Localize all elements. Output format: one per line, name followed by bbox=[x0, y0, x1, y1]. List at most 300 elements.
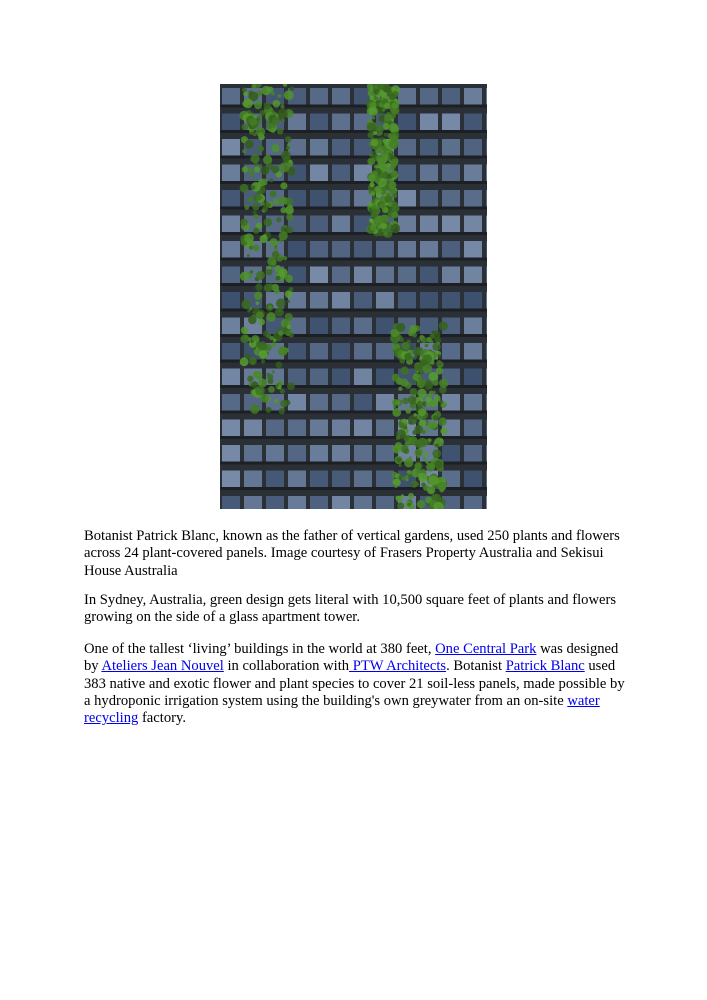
window-pane bbox=[310, 267, 328, 284]
plant-foliage bbox=[274, 247, 278, 251]
plant-foliage bbox=[423, 354, 432, 363]
window-pane bbox=[222, 496, 240, 509]
plant-foliage bbox=[414, 425, 423, 434]
plant-foliage bbox=[286, 213, 293, 220]
plant-foliage bbox=[413, 413, 416, 416]
window-pane bbox=[288, 241, 306, 258]
plant-foliage bbox=[370, 225, 376, 231]
window-pane bbox=[442, 114, 460, 131]
window-pane bbox=[332, 88, 350, 105]
window-pane bbox=[354, 139, 372, 156]
window-pane bbox=[332, 471, 350, 488]
plant-foliage bbox=[274, 289, 280, 295]
window-pane bbox=[310, 292, 328, 309]
plant-foliage bbox=[243, 92, 248, 97]
plant-foliage bbox=[276, 298, 286, 308]
plant-foliage bbox=[253, 211, 257, 215]
plant-foliage bbox=[258, 145, 265, 152]
plant-foliage bbox=[256, 311, 264, 319]
floor-slab bbox=[220, 436, 487, 439]
plant-foliage bbox=[272, 117, 280, 125]
plant-foliage bbox=[265, 407, 271, 413]
window-pane bbox=[310, 165, 328, 182]
floor-slab bbox=[220, 232, 487, 235]
image-caption: Botanist Patrick Blanc, known as the father of vertical gardens, used 250 plants and flowers across 24 plant-covered panels. Image courtesy of Frasers Property Australia and Sekisui House Australia bbox=[84, 528, 620, 579]
plant-foliage bbox=[287, 325, 291, 329]
window-pane bbox=[376, 420, 394, 437]
plant-foliage bbox=[241, 299, 251, 309]
plant-foliage bbox=[284, 90, 294, 100]
window-pane bbox=[354, 369, 372, 386]
plant-foliage bbox=[271, 144, 279, 152]
plant-foliage bbox=[414, 363, 422, 371]
floor-slab bbox=[220, 207, 487, 210]
window-pane bbox=[310, 114, 328, 131]
window-pane bbox=[464, 88, 482, 105]
plant-foliage bbox=[391, 170, 398, 177]
building-photo bbox=[220, 84, 487, 509]
plant-foliage bbox=[368, 174, 376, 182]
window-pane bbox=[442, 88, 460, 105]
plant-foliage bbox=[414, 355, 417, 358]
window-pane bbox=[332, 139, 350, 156]
plant-foliage bbox=[285, 136, 292, 143]
window-pane bbox=[420, 88, 438, 105]
window-pane bbox=[354, 445, 372, 462]
window-pane bbox=[486, 394, 487, 411]
plant-foliage bbox=[380, 214, 389, 223]
window-pane bbox=[420, 292, 438, 309]
window-pane bbox=[486, 496, 487, 509]
paragraph-text: in collaboration with bbox=[223, 658, 350, 675]
plant-foliage bbox=[273, 338, 277, 342]
plant-foliage bbox=[251, 84, 256, 89]
plant-foliage bbox=[389, 140, 398, 149]
plant-foliage bbox=[285, 290, 293, 298]
window-pane bbox=[442, 190, 460, 207]
window-pane bbox=[486, 292, 487, 309]
plant-foliage bbox=[254, 292, 262, 300]
window-pane bbox=[244, 471, 262, 488]
link-ateliers-jean-nouvel[interactable]: Ateliers Jean Nouvel bbox=[101, 658, 224, 675]
plant-foliage bbox=[429, 475, 439, 485]
plant-foliage bbox=[432, 380, 438, 386]
plant-foliage bbox=[279, 408, 285, 414]
plant-foliage bbox=[278, 109, 288, 119]
plant-foliage bbox=[256, 194, 262, 200]
window-pane bbox=[332, 165, 350, 182]
plant-foliage bbox=[410, 388, 418, 396]
window-pane bbox=[420, 139, 438, 156]
paragraph-text: . Botanist bbox=[446, 658, 506, 675]
window-pane bbox=[288, 420, 306, 437]
plant-foliage bbox=[245, 140, 254, 149]
window-pane bbox=[222, 216, 240, 233]
plant-foliage bbox=[242, 166, 248, 172]
plant-foliage bbox=[386, 163, 391, 168]
plant-foliage bbox=[261, 360, 265, 364]
window-pane bbox=[464, 420, 482, 437]
window-pane bbox=[332, 343, 350, 360]
window-pane bbox=[486, 445, 487, 462]
paragraph-text: was designed by bbox=[84, 641, 619, 675]
window-pane bbox=[222, 292, 240, 309]
window-pane bbox=[332, 369, 350, 386]
plant-foliage bbox=[270, 127, 275, 132]
window-pane bbox=[464, 496, 482, 509]
plant-foliage bbox=[287, 204, 293, 210]
window-pane bbox=[398, 241, 416, 258]
plant-foliage bbox=[278, 327, 282, 331]
plant-foliage bbox=[247, 309, 250, 312]
window-pane bbox=[266, 420, 284, 437]
window-pane bbox=[310, 496, 328, 509]
window-pane bbox=[310, 88, 328, 105]
plant-foliage bbox=[253, 371, 260, 378]
window-pane bbox=[288, 343, 306, 360]
plant-foliage bbox=[410, 345, 414, 349]
window-pane bbox=[464, 267, 482, 284]
plant-foliage bbox=[383, 123, 390, 130]
plant-foliage bbox=[241, 327, 249, 335]
window-pane bbox=[222, 369, 240, 386]
plant-foliage bbox=[379, 125, 384, 130]
plant-foliage bbox=[401, 494, 405, 498]
plant-foliage bbox=[240, 219, 248, 227]
plant-foliage bbox=[255, 283, 262, 290]
plant-foliage bbox=[373, 131, 377, 135]
plant-foliage bbox=[417, 455, 420, 458]
window-pane bbox=[288, 471, 306, 488]
plant-foliage bbox=[439, 379, 448, 388]
window-pane bbox=[310, 190, 328, 207]
plant-foliage bbox=[415, 440, 423, 448]
plant-foliage bbox=[248, 167, 253, 172]
window-pane bbox=[222, 241, 240, 258]
window-pane bbox=[354, 267, 372, 284]
plant-foliage bbox=[397, 457, 402, 462]
plant-foliage bbox=[417, 500, 425, 508]
plant-foliage bbox=[434, 460, 442, 468]
window-pane bbox=[354, 496, 372, 509]
plant-foliage bbox=[266, 312, 276, 322]
plant-foliage bbox=[388, 149, 392, 153]
plant-foliage bbox=[247, 196, 253, 202]
window-pane bbox=[376, 369, 394, 386]
plant-foliage bbox=[276, 276, 281, 281]
plant-foliage bbox=[249, 172, 254, 177]
plant-foliage bbox=[411, 350, 414, 353]
plant-foliage bbox=[287, 382, 295, 390]
plant-foliage bbox=[251, 131, 255, 135]
paragraph-text: One of the tallest ‘living’ buildings in the world at 380 feet, bbox=[84, 641, 436, 657]
window-pane bbox=[244, 496, 262, 509]
window-pane bbox=[354, 343, 372, 360]
window-pane bbox=[464, 292, 482, 309]
plant-foliage bbox=[290, 86, 295, 91]
plant-foliage bbox=[267, 203, 272, 208]
window-pane bbox=[222, 190, 240, 207]
plant-foliage bbox=[429, 421, 437, 429]
plant-foliage bbox=[409, 456, 412, 459]
plant-foliage bbox=[250, 270, 253, 273]
plant-foliage bbox=[241, 124, 248, 131]
plant-foliage bbox=[288, 160, 291, 163]
plant-foliage bbox=[439, 400, 443, 404]
plant-foliage bbox=[399, 422, 405, 428]
window-pane bbox=[310, 420, 328, 437]
plant-foliage bbox=[400, 338, 404, 342]
window-pane bbox=[332, 190, 350, 207]
window-pane bbox=[266, 496, 284, 509]
plant-foliage bbox=[248, 316, 257, 325]
window-pane bbox=[222, 114, 240, 131]
window-pane bbox=[266, 471, 284, 488]
floor-slab bbox=[220, 334, 487, 337]
window-pane bbox=[332, 318, 350, 335]
plant-foliage bbox=[412, 380, 415, 383]
plant-foliage bbox=[277, 94, 281, 98]
plant-foliage bbox=[379, 203, 386, 210]
plant-foliage bbox=[240, 184, 249, 193]
window-pane bbox=[442, 165, 460, 182]
window-pane bbox=[222, 88, 240, 105]
plant-foliage bbox=[263, 102, 270, 109]
window-pane bbox=[332, 241, 350, 258]
plant-foliage bbox=[369, 154, 372, 157]
plant-foliage bbox=[429, 489, 433, 493]
link-water-recycling[interactable]: water recycling bbox=[84, 692, 600, 727]
plant-foliage bbox=[281, 119, 284, 122]
plant-foliage bbox=[414, 482, 419, 487]
window-pane bbox=[332, 216, 350, 233]
window-pane bbox=[486, 139, 487, 156]
window-pane bbox=[354, 394, 372, 411]
plant-foliage bbox=[384, 133, 388, 137]
window-pane bbox=[310, 471, 328, 488]
plant-foliage bbox=[432, 449, 441, 458]
plant-foliage bbox=[287, 227, 293, 233]
plant-foliage bbox=[368, 132, 374, 138]
link-ptw-architects[interactable]: PTW Architects bbox=[349, 658, 447, 675]
floor-slab bbox=[220, 360, 487, 363]
window-pane bbox=[420, 241, 438, 258]
plant-foliage bbox=[440, 438, 443, 441]
plant-foliage bbox=[435, 443, 439, 447]
plant-foliage bbox=[259, 120, 262, 123]
plant-foliage bbox=[252, 203, 259, 210]
plant-foliage bbox=[278, 196, 286, 204]
plant-foliage bbox=[432, 330, 435, 333]
plant-foliage bbox=[421, 483, 425, 487]
window-pane bbox=[464, 445, 482, 462]
plant-foliage bbox=[251, 340, 254, 343]
window-pane bbox=[354, 471, 372, 488]
plant-foliage bbox=[271, 342, 276, 347]
plant-foliage bbox=[411, 483, 414, 486]
plant-foliage bbox=[247, 376, 253, 382]
window-pane bbox=[222, 165, 240, 182]
plant-foliage bbox=[389, 94, 395, 100]
paragraph-intro: In Sydney, Australia, green design gets literal with 10,500 square feet of plants and flowers growing on the side of a glass apartment tower. bbox=[84, 592, 616, 626]
window-pane bbox=[310, 369, 328, 386]
floor-slab bbox=[220, 156, 487, 159]
plant-foliage bbox=[392, 374, 400, 382]
plant-foliage bbox=[396, 436, 400, 440]
plant-foliage bbox=[369, 107, 378, 116]
window-pane bbox=[354, 292, 372, 309]
plant-foliage bbox=[272, 370, 275, 373]
plant-foliage bbox=[367, 158, 375, 166]
window-pane bbox=[486, 190, 487, 207]
plant-foliage bbox=[269, 178, 273, 182]
floor-slab bbox=[220, 462, 487, 465]
window-pane bbox=[464, 343, 482, 360]
plant-foliage bbox=[382, 108, 385, 111]
plant-foliage bbox=[373, 88, 379, 94]
plant-foliage bbox=[263, 155, 272, 164]
window-pane bbox=[486, 216, 487, 233]
plant-foliage bbox=[284, 225, 287, 228]
window-pane bbox=[222, 318, 240, 335]
plant-foliage bbox=[280, 389, 285, 394]
window-pane bbox=[442, 241, 460, 258]
window-pane bbox=[310, 318, 328, 335]
window-pane bbox=[332, 420, 350, 437]
plant-foliage bbox=[400, 379, 408, 387]
plant-foliage bbox=[392, 408, 401, 417]
plant-foliage bbox=[399, 464, 402, 467]
plant-foliage bbox=[249, 118, 257, 126]
plant-foliage bbox=[426, 401, 432, 407]
plant-foliage bbox=[386, 174, 391, 179]
window-pane bbox=[486, 420, 487, 437]
window-pane bbox=[222, 267, 240, 284]
link-patrick-blanc[interactable]: Patrick Blanc bbox=[505, 658, 585, 675]
plant-foliage bbox=[409, 325, 417, 333]
window-pane bbox=[464, 241, 482, 258]
plant-foliage bbox=[372, 116, 375, 119]
window-pane bbox=[310, 216, 328, 233]
window-pane bbox=[464, 114, 482, 131]
plant-foliage bbox=[426, 463, 435, 472]
window-pane bbox=[244, 420, 262, 437]
plant-foliage bbox=[402, 476, 406, 480]
window-pane bbox=[354, 420, 372, 437]
window-pane bbox=[486, 471, 487, 488]
plant-foliage bbox=[424, 452, 429, 457]
plant-foliage bbox=[261, 86, 270, 95]
window-pane bbox=[420, 267, 438, 284]
window-pane bbox=[332, 445, 350, 462]
window-pane bbox=[332, 114, 350, 131]
window-pane bbox=[398, 190, 416, 207]
plant-foliage bbox=[404, 353, 412, 361]
plant-foliage bbox=[392, 212, 399, 219]
plant-foliage bbox=[275, 308, 284, 317]
window-pane bbox=[332, 394, 350, 411]
window-pane bbox=[464, 190, 482, 207]
plant-foliage bbox=[277, 128, 284, 135]
plant-foliage bbox=[264, 218, 272, 226]
window-pane bbox=[464, 216, 482, 233]
plant-foliage bbox=[258, 319, 265, 326]
plant-foliage bbox=[256, 301, 260, 305]
plant-foliage bbox=[376, 154, 386, 164]
window-pane bbox=[376, 471, 394, 488]
window-pane bbox=[376, 292, 394, 309]
window-pane bbox=[222, 445, 240, 462]
window-pane bbox=[420, 165, 438, 182]
plant-foliage bbox=[428, 438, 432, 442]
plant-foliage bbox=[436, 360, 442, 366]
plant-foliage bbox=[274, 399, 278, 403]
plant-foliage bbox=[438, 354, 442, 358]
window-pane bbox=[398, 292, 416, 309]
window-pane bbox=[332, 496, 350, 509]
plant-foliage bbox=[268, 386, 275, 393]
plant-foliage bbox=[258, 132, 263, 137]
plant-foliage bbox=[374, 85, 379, 90]
plant-foliage bbox=[417, 339, 420, 342]
plant-foliage bbox=[423, 457, 426, 460]
window-pane bbox=[464, 318, 482, 335]
plant-foliage bbox=[375, 96, 379, 100]
plant-foliage bbox=[390, 159, 398, 167]
window-pane bbox=[464, 165, 482, 182]
plant-foliage bbox=[408, 493, 414, 499]
window-pane bbox=[398, 216, 416, 233]
window-pane bbox=[464, 139, 482, 156]
window-pane bbox=[442, 445, 460, 462]
plant-foliage bbox=[389, 181, 397, 189]
plant-foliage bbox=[253, 214, 258, 219]
plant-foliage bbox=[392, 193, 397, 198]
window-pane bbox=[464, 471, 482, 488]
window-pane bbox=[442, 343, 460, 360]
plant-foliage bbox=[392, 221, 395, 224]
plant-foliage bbox=[243, 98, 253, 108]
window-pane bbox=[376, 496, 394, 509]
plant-foliage bbox=[267, 257, 276, 266]
plant-foliage bbox=[260, 178, 267, 185]
plant-foliage bbox=[271, 166, 279, 174]
plant-foliage bbox=[286, 146, 290, 150]
window-pane bbox=[464, 369, 482, 386]
plant-foliage bbox=[425, 344, 428, 347]
plant-foliage bbox=[402, 398, 409, 405]
plant-foliage bbox=[251, 361, 254, 364]
plant-foliage bbox=[240, 335, 249, 344]
window-pane bbox=[398, 114, 416, 131]
link-one-central-park[interactable]: One Central Park bbox=[435, 641, 537, 657]
plant-foliage bbox=[379, 115, 384, 120]
window-pane bbox=[486, 241, 487, 258]
window-pane bbox=[222, 394, 240, 411]
plant-foliage bbox=[367, 122, 377, 132]
plant-foliage bbox=[374, 217, 381, 224]
plant-foliage bbox=[384, 103, 390, 109]
plant-foliage bbox=[370, 96, 375, 101]
window-pane bbox=[266, 445, 284, 462]
plant-foliage bbox=[271, 91, 275, 95]
plant-foliage bbox=[384, 114, 392, 122]
plant-foliage bbox=[259, 350, 268, 359]
plant-foliage bbox=[384, 231, 388, 235]
plant-foliage bbox=[440, 428, 447, 435]
window-pane bbox=[486, 369, 487, 386]
window-pane bbox=[332, 292, 350, 309]
